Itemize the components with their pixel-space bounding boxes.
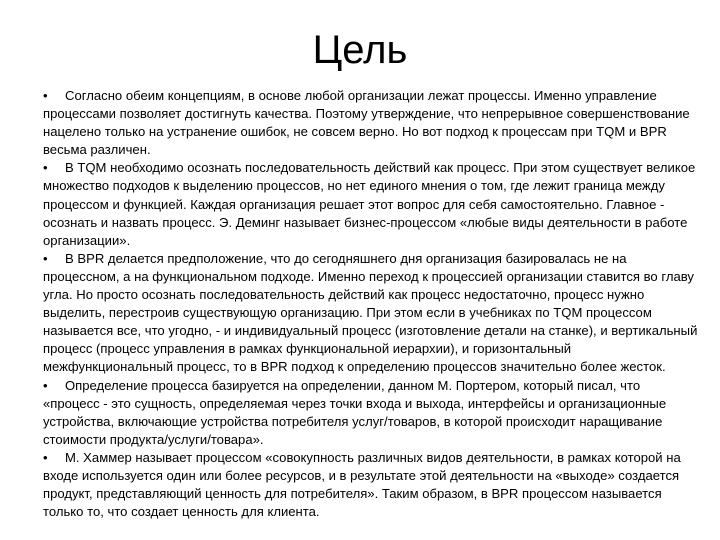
bullet-paragraph-4 bbox=[43, 377, 698, 449]
paragraph-lead: Определение процесса базируется на определении, данном М. Портером, который писал, что bbox=[65, 377, 641, 393]
paragraph-text: которой на входе используется один или более ресурсов, и в результате этой деятельности на «выходе» создается продукт, представляющий ценность для потребителя». Таким образом, в BPR процессом называется только то, что создает ценность для клиента. bbox=[43, 449, 681, 520]
bullet-paragraph-5 bbox=[43, 449, 698, 521]
slide-body bbox=[43, 87, 698, 521]
paragraph-lead: Согласно обеим концепциям, в основе любой организации лежат процессы. Именно bbox=[65, 88, 582, 103]
bullet-paragraph-1 bbox=[43, 87, 698, 159]
paragraph-text: «процесс - это сущность, определяемая через точки входа и выхода, интерфейсы и организационные устройства, включающие устройства потребителя услуг/товаров, в которой происходит наращивание стоимости продукта/услуги/товара». bbox=[43, 395, 667, 447]
paragraph-lead: В BPR делается предположение, что до сегодняшнего дня организация базировалась не на bbox=[65, 250, 627, 266]
paragraph-text: управление процессами позволяет достигнуть качества. Поэтому утверждение, что непрерывное совершенствование нацелено только на устранение ошибок, не совсем верно. Но вот подход к процессам при TQM и BPR весьма различен. bbox=[43, 88, 690, 158]
paragraph-text: процессном, а на функциональном подходе. Именно переход к процессией организации ставится во главу угла. Но просто осознать последовательность действий как процесс недостаточно, процесс нужно выделить, перестроив существующую организацию. При этом если в учебниках по TQM процессом называется все, что угодно, - и индивидуальный процесс (изготовление детали на станке), и вертикальный процесс (процесс управления в рамках функциональной иерархии), и горизонтальный межфункциональный процесс, то в BPR подход к определению процессов значительно более жесток. bbox=[43, 268, 698, 375]
paragraph-lead: В TQM необходимо осознать последовательность действий как процесс. При этом существует bbox=[65, 160, 643, 176]
slide-title: Цель bbox=[312, 28, 408, 72]
paragraph-text: великое множество подходов к выделению процессов, но нет единого мнения о том, где лежит граница между процессом и функцией. Каждая организация решает этот вопрос для себя самостоятельно. Главное - осознать и назвать процесс. Э. Деминг называет бизнес-процессом «любые виды деятельности в работе организации». bbox=[43, 160, 696, 248]
bullet-paragraph-3 bbox=[43, 250, 698, 377]
bullet-paragraph-2 bbox=[43, 159, 698, 249]
bullet-icon: • bbox=[43, 250, 48, 266]
bullet-icon: • bbox=[43, 88, 48, 103]
bullet-icon: • bbox=[43, 377, 48, 393]
bullet-icon: • bbox=[43, 160, 48, 176]
bullet-icon: • bbox=[43, 449, 48, 465]
paragraph-lead: М. Хаммер называет процессом «совокупность различных видов деятельности, в рамках bbox=[65, 449, 612, 465]
